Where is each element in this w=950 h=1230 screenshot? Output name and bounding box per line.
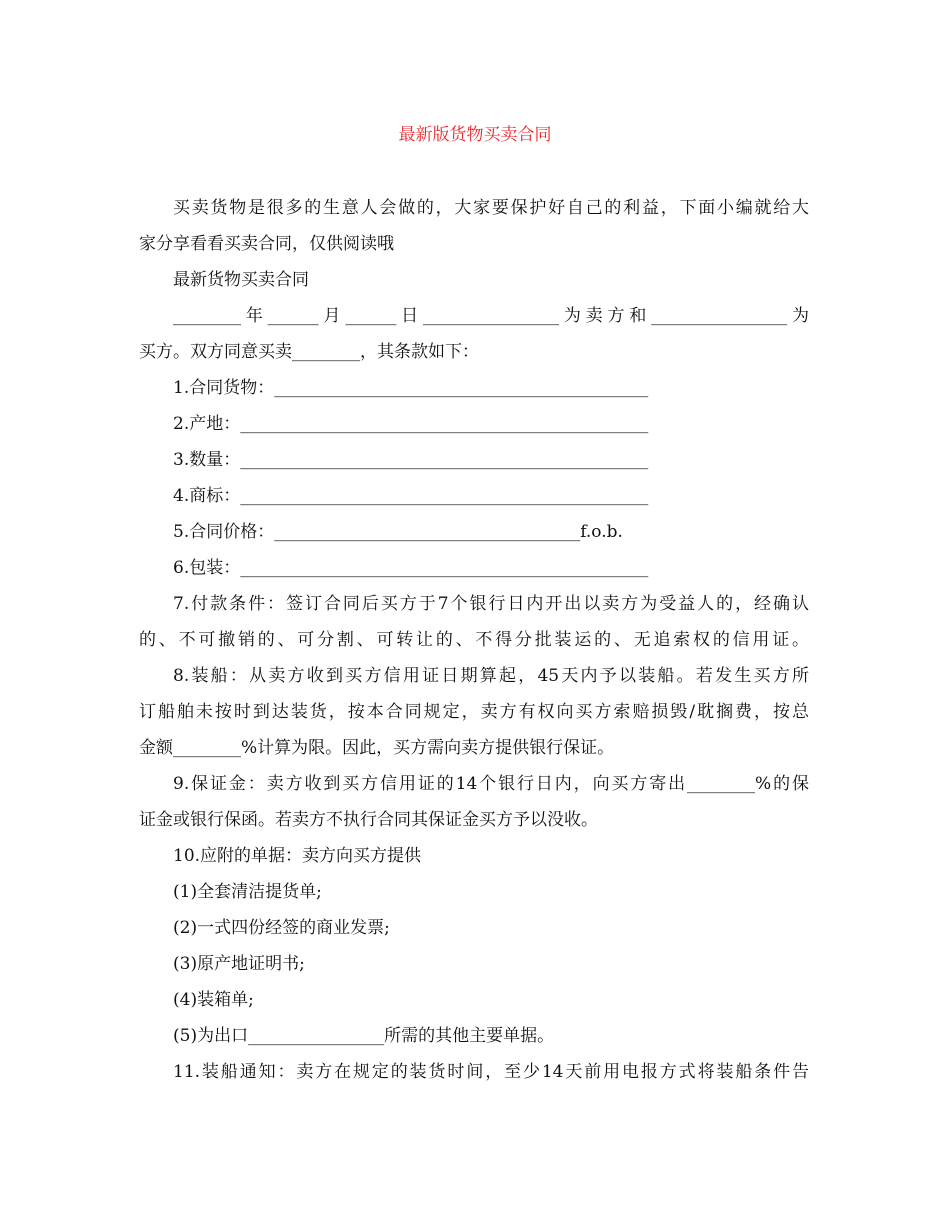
document-body — [139, 190, 809, 1090]
document-item-2: (2)一式四份经签的商业发票; — [173, 918, 390, 938]
clause-payment-line-1: 7.付款条件：签订合同后买方于7个银行日内开出以卖方为受益人的，经确认 — [173, 594, 809, 614]
intro-line-1: 买卖货物是很多的生意人会做的，大家要保护好自己的利益，下面小编就给大 — [173, 198, 809, 218]
clause-packing: 6.包装：________________________________________________ — [173, 558, 649, 578]
clause-shipment-line-2: 订船舶未按时到达装货，按本合同规定，卖方有权向买方索赔损毁/耽搁费，按总 — [139, 702, 809, 722]
clause-payment-line-2: 的、不可撤销的、可分割、可转让的、不得分批装运的、无追索权的信用证。 — [139, 630, 809, 650]
parties-line-1: ________年______月______日________________为卖方和________________为 — [173, 306, 809, 326]
document-title: 最新版货物买卖合同 — [398, 125, 552, 145]
intro-line-2: 家分享看看买卖合同，仅供阅读哦 — [139, 234, 394, 254]
clause-trademark: 4.商标：________________________________________________ — [173, 486, 649, 506]
clause-price: 5.合同价格：____________________________________f.o.b. — [173, 522, 623, 542]
clause-goods: 1.合同货物：____________________________________________ — [173, 378, 649, 398]
document-item-5: (5)为出口________________所需的其他主要单据。 — [173, 1026, 555, 1046]
clause-shipping-notice-line-1: 11.装船通知：卖方在规定的装货时间，至少14天前用电报方式将装船条件告 — [173, 1062, 809, 1082]
parties-line-2: 买方。双方同意买卖________，其条款如下： — [139, 342, 479, 362]
clause-deposit-line-1: 9.保证金：卖方收到买方信用证的14个银行日内，向买方寄出________%的保 — [173, 774, 809, 794]
clause-shipment-line-1: 8.装船：从卖方收到买方信用证日期算起，45天内予以装船。若发生买方所 — [173, 666, 809, 686]
document-item-3: (3)原产地证明书; — [173, 954, 305, 974]
document-item-4: (4)装箱单; — [173, 990, 254, 1010]
clause-origin: 2.产地：________________________________________________ — [173, 414, 649, 434]
document-item-1: (1)全套清洁提货单; — [173, 882, 322, 902]
clause-quantity: 3.数量：________________________________________________ — [173, 450, 649, 470]
clause-documents: 10.应附的单据：卖方向买方提供 — [173, 846, 422, 866]
clause-shipment-line-3: 金额________%计算为限。因此，买方需向卖方提供银行保证。 — [139, 738, 615, 758]
subtitle: 最新货物买卖合同 — [173, 270, 309, 290]
clause-deposit-line-2: 证金或银行保函。若卖方不执行合同其保证金买方予以没收。 — [139, 810, 598, 830]
